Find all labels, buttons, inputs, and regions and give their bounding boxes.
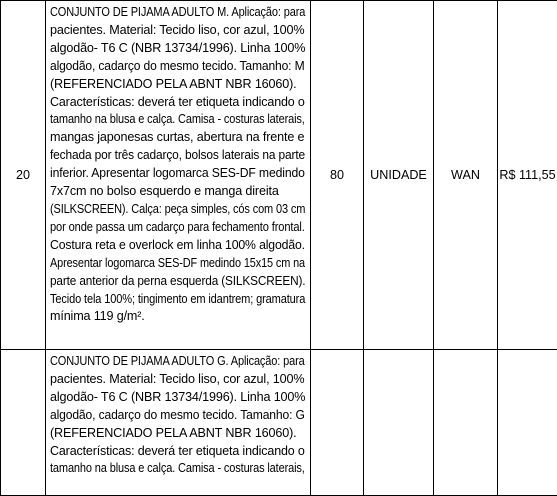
description-line: tamanho na blusa e calça. Camisa - costuras laterais, xyxy=(50,460,273,478)
quantity-cell: 80 xyxy=(311,1,364,350)
item-number-cell: 20 xyxy=(1,1,46,350)
description-line: mínima 119 g/m². xyxy=(50,308,305,326)
description-line: (SILKSCREEN). Calça: peça simples, cós com 03 cm xyxy=(50,201,273,219)
description-line: fechada por três cadarço, bolsos laterais na parte xyxy=(50,147,292,165)
description-cell xyxy=(46,1,311,350)
description-line: algodão- T6 C (NBR 13734/1996). Linha 100% xyxy=(50,389,305,407)
description-line: algodão, cadarço do mesmo tecido. Tamanho: G xyxy=(50,407,295,425)
description-line: (REFERENCIADO PELA ABNT NBR 16060). xyxy=(50,425,305,443)
brand-cell: WAN xyxy=(434,1,498,350)
price-cell xyxy=(498,350,557,496)
description-line: mangas japonesas curtas, abertura na frente e xyxy=(50,129,305,147)
unit-cell xyxy=(364,350,434,496)
description-line: Características: deverá ter etiqueta indicando o xyxy=(50,94,303,112)
description-line: por onde passa um cadarço para fechamento frontal. xyxy=(50,219,275,237)
description-line: (REFERENCIADO PELA ABNT NBR 16060). xyxy=(50,76,305,94)
description-line: CONJUNTO DE PIJAMA ADULTO G. Aplicação: para xyxy=(50,353,273,371)
description-line: Tecido tela 100%; tingimento em idantrem; gramatura xyxy=(50,291,273,309)
item-number-cell xyxy=(1,350,46,496)
description-line: inferior. Apresentar logomarca SES-DF medindo xyxy=(50,165,297,183)
table-row xyxy=(1,350,557,496)
brand-cell xyxy=(434,350,498,496)
description-line: Apresentar logomarca SES-DF medindo 15x15 cm na xyxy=(50,255,271,273)
description-line: Características: deverá ter etiqueta indicando o xyxy=(50,443,303,461)
description-line: 7x7cm no bolso esquerdo e manga direita xyxy=(50,183,305,201)
description-cell xyxy=(46,350,311,496)
unit-cell: UNIDADE xyxy=(364,1,434,350)
description-line: parte anterior da perna esquerda (SILKSCREEN). xyxy=(50,273,289,291)
description-line: CONJUNTO DE PIJAMA ADULTO M. Aplicação: para xyxy=(50,4,273,22)
table-row xyxy=(1,1,557,350)
description-line: pacientes. Material: Tecido liso, cor azul, 100% xyxy=(50,22,305,40)
description-line: pacientes. Material: Tecido liso, cor azul, 100% xyxy=(50,371,305,389)
description-line: algodão- T6 C (NBR 13734/1996). Linha 100% xyxy=(50,40,305,58)
description-line: Costura reta e overlock em linha 100% algodão. xyxy=(50,237,298,255)
price-cell: R$ 111,55 xyxy=(498,1,557,350)
description-line: algodão, cadarço do mesmo tecido. Tamanho: M xyxy=(50,58,294,76)
description-line: tamanho na blusa e calça. Camisa - costuras laterais, xyxy=(50,111,273,129)
quantity-cell xyxy=(311,350,364,496)
